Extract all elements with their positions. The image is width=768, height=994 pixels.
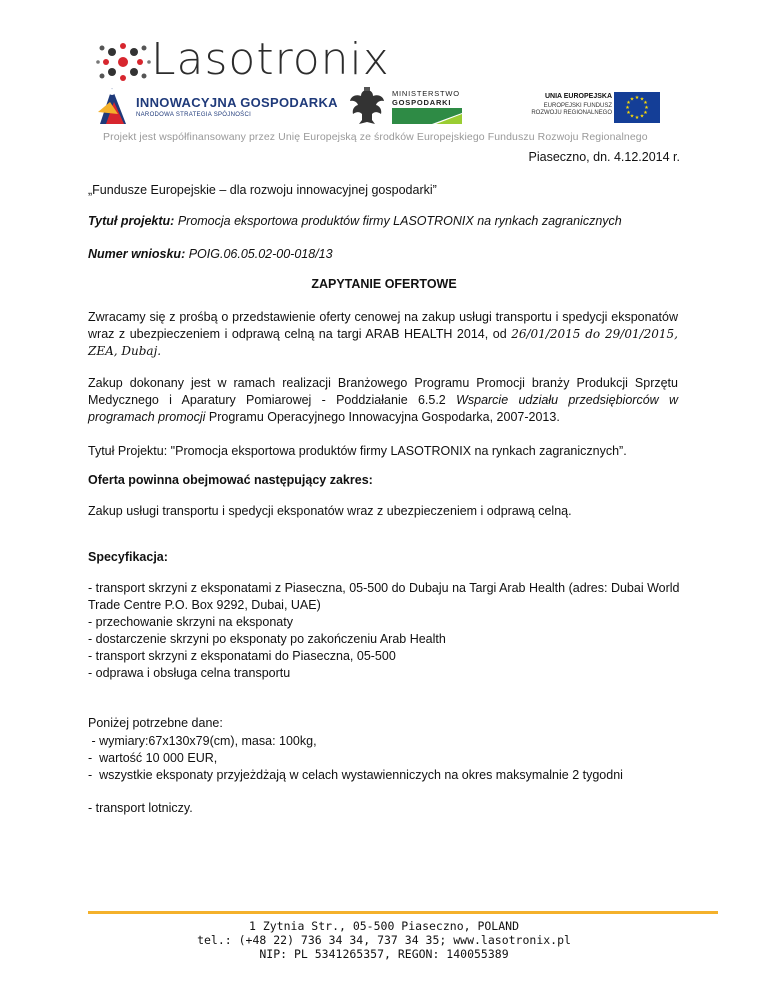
footer-contact: tel.: (+48 22) 736 34 34, 737 34 35; www.lasotronix.pl (197, 933, 571, 947)
spec-item: - transport skrzyni z eksponatami z Piaseczna, 05-500 do Dubaju na Targi Arab Health (adres: Dubai World Trade Centre P.O. Box 9292, Dubai, UAE) (88, 581, 680, 612)
footer-tax-ids: NIP: PL 5341265357, REGON: 140055389 (259, 947, 509, 961)
specification-list (88, 580, 688, 682)
data-item: - wartość 10 000 EUR, (88, 751, 218, 765)
paragraph-program-a: Zakup dokonany jest w ramach realizacji Branżowego Programu Promocji branży Produkcji Sprzętu Medycznego i Aparatury Pomiarowej - Poddziałanie 6.5.2 (88, 376, 678, 407)
document-date: Piaseczno, dn. 4.12.2014 r. (528, 150, 680, 164)
svg-text:★: ★ (634, 95, 640, 101)
project-title-value: Promocja eksportowa produktów firmy LASOTRONIX na rynkach zagranicznych (174, 214, 622, 228)
document-heading: ZAPYTANIE OFERTOWE (311, 277, 457, 291)
svg-text:★: ★ (629, 96, 635, 103)
spec-item: - odprawa i obsługa celna transportu (88, 666, 291, 680)
paragraph-program-b: Wsparcie udziału przedsiębiorców w programach promocji (88, 393, 678, 424)
svg-text:★: ★ (626, 100, 631, 106)
project-cofinancing-line: Projekt jest współfinansowany przez Unię Europejską ze środków Europejskiego Funduszu Rozwoju Regionalnego (103, 131, 648, 143)
svg-text:★: ★ (643, 100, 648, 106)
application-number-line (88, 246, 333, 263)
ministry-line2: GOSPODARKI (392, 98, 452, 107)
eagle-emblem-icon (348, 86, 386, 126)
svg-text:★: ★ (639, 96, 645, 103)
data-heading: Poniżej potrzebne dane: (88, 716, 223, 730)
lasotronix-logo-text: Lasotronix (151, 34, 390, 85)
footer-address: 1 Zytnia Str., 05-500 Piaseczno, POLAND (248, 919, 520, 933)
spec-item: - przechowanie skrzyni na eksponaty (88, 615, 293, 629)
innowacyjna-gospodarka-icon (98, 84, 128, 126)
spec-item: - dostarczenie skrzyni po eksponaty po zakończeniu Arab Health (88, 632, 446, 646)
ig-title: INNOWACYJNA GOSPODARKA (136, 95, 338, 110)
motto: „Fundusze Europejskie – dla rozwoju innowacyjnej gospodarki” (88, 183, 437, 197)
eu-fund-line1: EUROPEJSKI FUNDUSZ (543, 103, 612, 109)
svg-text:★: ★ (634, 115, 640, 121)
svg-text:★: ★ (629, 113, 635, 120)
paragraph-request (88, 309, 678, 360)
ministry-stripe-icon (392, 108, 462, 124)
spec-item: - transport skrzyni z eksponatami do Piaseczna, 05-500 (88, 649, 396, 663)
ministry-line1: MINISTERSTWO (392, 89, 460, 98)
data-item: - wszystkie eksponaty przyjeżdżają w celach wystawienniczych na okres maksymalnie 2 tygodni (88, 768, 623, 782)
paragraph-request-dates: 26/01/2015 do 29/01/2015, ZEA, Dubaj. (88, 327, 678, 358)
svg-text:★: ★ (643, 110, 648, 116)
eu-flag-icon (614, 92, 660, 123)
eu-fund-line2: ROZWOJU REGIONALNEGO (531, 110, 612, 116)
transport-note: - transport lotniczy. (88, 801, 193, 815)
project-title-label: Tytuł projektu: (88, 214, 175, 228)
paragraph-program-c: Programu Operacyjnego Innowacyjna Gospodarka, 2007-2013. (205, 410, 560, 424)
data-item: - wymiary:67x130x79(cm), masa: 100kg, (88, 734, 317, 748)
svg-text:★: ★ (625, 105, 630, 111)
project-title-line (88, 213, 622, 230)
svg-text:★: ★ (626, 110, 631, 116)
specification-heading: Specyfikacja: (88, 550, 168, 564)
footer-divider (88, 911, 718, 914)
ig-subtitle: NARODOWA STRATEGIA SPÓJNOŚCI (136, 112, 252, 118)
scope-heading: Oferta powinna obejmować następujący zakres: (88, 473, 373, 487)
paragraph-program (88, 375, 678, 426)
application-number-label: Numer wniosku: (88, 247, 186, 261)
data-list (88, 733, 708, 784)
application-number-value: POIG.06.05.02-00-018/13 (185, 247, 333, 261)
eu-title: UNIA EUROPEJSKA (544, 93, 612, 100)
scope-text: Zakup usługi transportu i spedycji eksponatów wraz z ubezpieczeniem i odprawą celną. (88, 504, 572, 518)
paragraph-project-title: Tytuł Projektu: "Promocja eksportowa produktów firmy LASOTRONIX na rynkach zagranicznych”. (88, 444, 627, 458)
svg-text:★: ★ (644, 105, 649, 111)
paragraph-request-text: Zwracamy się z prośbą o przedstawienie oferty cenowej na zakup usługi transportu i spedycji eksponatów wraz z ubezpieczeniem i odprawą celną na targi ARAB HEALTH 2014, od (88, 310, 678, 341)
svg-text:★: ★ (639, 113, 645, 120)
